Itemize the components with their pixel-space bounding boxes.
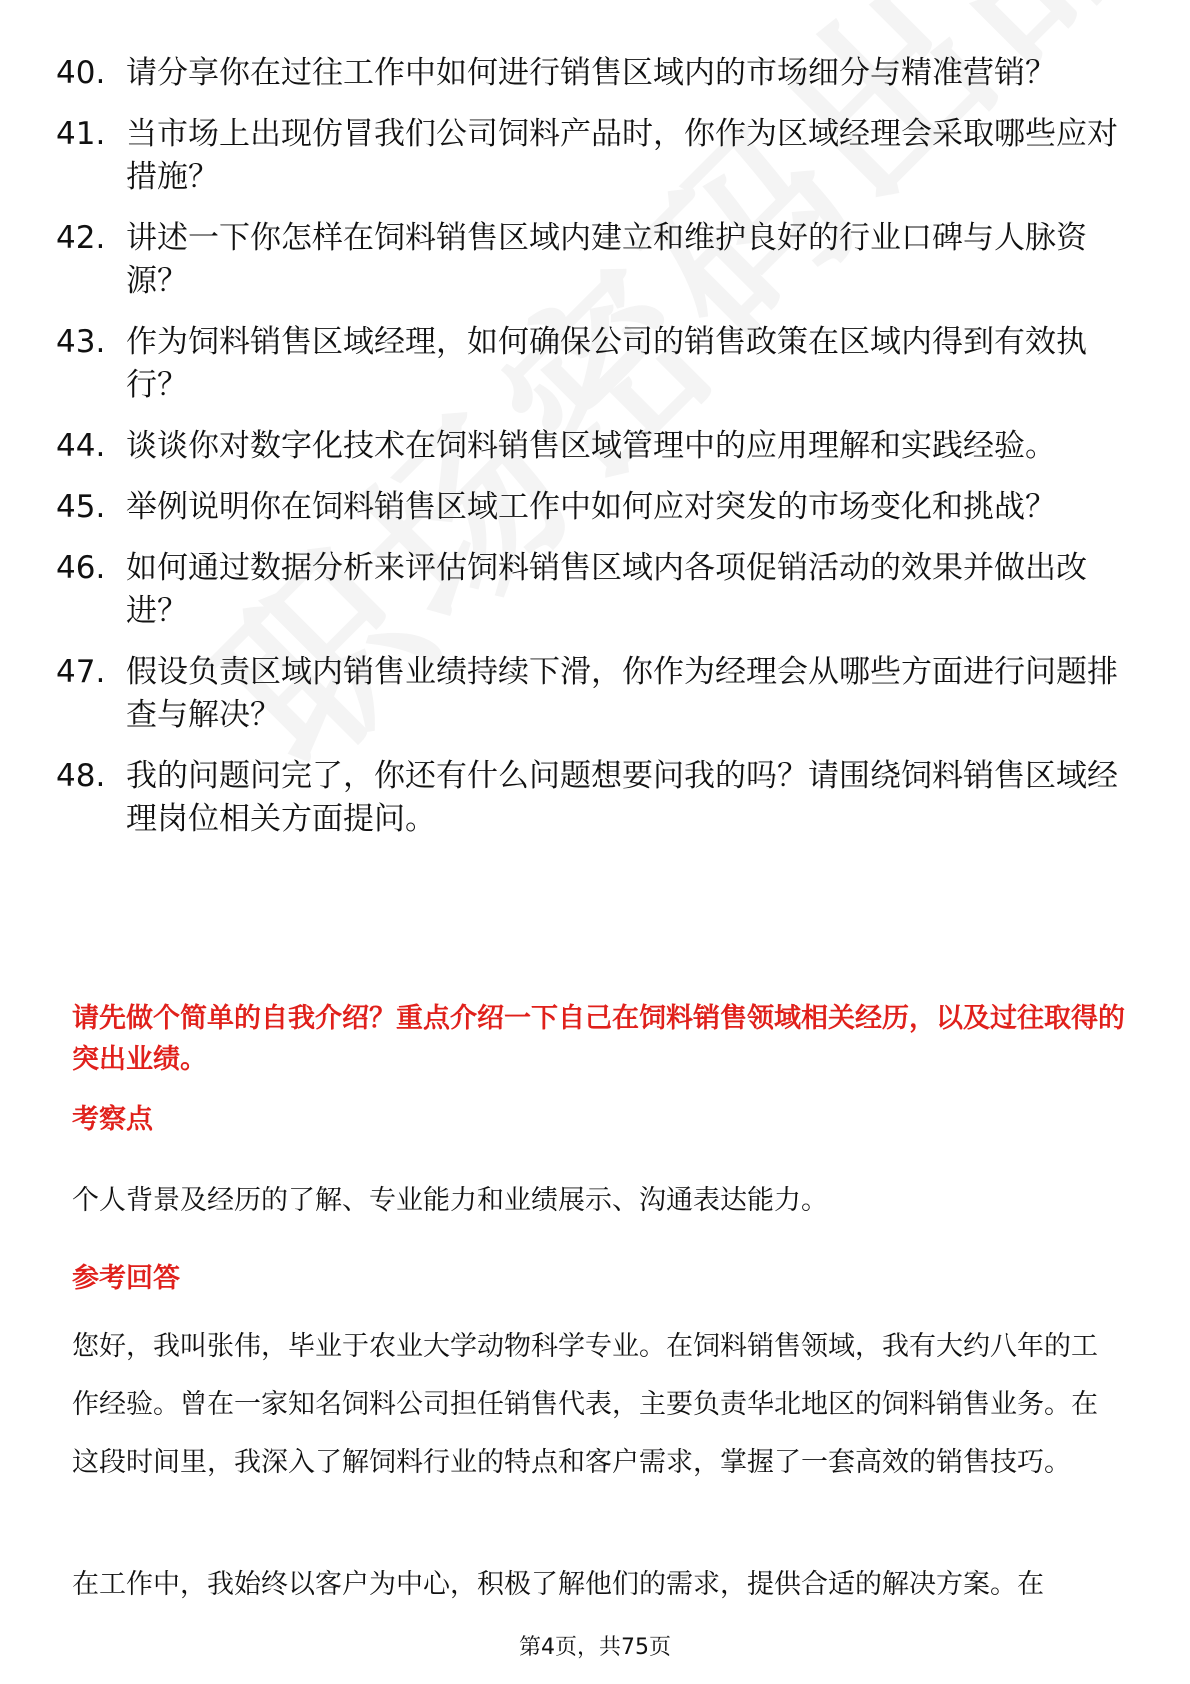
question-text: 如何通过数据分析来评估饲料销售区域内各项促销活动的效果并做出改进？ bbox=[126, 550, 1087, 629]
question-number: 45. bbox=[56, 489, 106, 525]
question-number: 48. bbox=[56, 758, 106, 794]
list-item bbox=[56, 651, 1136, 737]
question-text: 讲述一下你怎样在饲料销售区域内建立和维护良好的行业口碑与人脉资源？ bbox=[126, 220, 1087, 299]
list-item bbox=[56, 547, 1136, 633]
question-number: 41. bbox=[56, 116, 106, 152]
answer-heading: 参考回答 bbox=[72, 1263, 180, 1294]
list-item bbox=[56, 113, 1136, 199]
question-text: 举例说明你在饲料销售区域工作中如何应对突发的市场变化和挑战？ bbox=[126, 489, 1056, 525]
focus-heading: 考察点 bbox=[72, 1104, 153, 1135]
question-number: 44. bbox=[56, 428, 106, 464]
question-number: 46. bbox=[56, 550, 106, 586]
question-number: 40. bbox=[56, 55, 106, 91]
question-text: 请分享你在过往工作中如何进行销售区域内的市场细分与精准营销？ bbox=[126, 55, 1056, 91]
question-number: 42. bbox=[56, 220, 106, 256]
focus-text: 个人背景及经历的了解、专业能力和业绩展示、沟通表达能力。 bbox=[72, 1185, 828, 1216]
list-item bbox=[56, 217, 1136, 303]
question-text: 谈谈你对数字化技术在饲料销售区域管理中的应用理解和实践经验。 bbox=[126, 428, 1056, 464]
question-text: 当市场上出现仿冒我们公司饲料产品时，你作为区域经理会采取哪些应对措施？ bbox=[126, 116, 1118, 195]
answer-paragraph: 在工作中，我始终以客户为中心，积极了解他们的需求，提供合适的解决方案。在 bbox=[72, 1569, 1044, 1600]
featured-question: 请先做个简单的自我介绍？重点介绍一下自己在饲料销售领域相关经历，以及过往取得的突出业绩。 bbox=[72, 1003, 1125, 1075]
answer-paragraph: 您好，我叫张伟，毕业于农业大学动物科学专业。在饲料销售领域，我有大约八年的工作经验。曾在一家知名饲料公司担任销售代表，主要负责华北地区的饲料销售业务。在这段时间里，我深入了解饲料行业的特点和客户需求，掌握了一套高效的销售技巧。 bbox=[72, 1331, 1098, 1478]
list-item bbox=[56, 486, 1136, 529]
page-footer: 第4页，共75页 bbox=[519, 1635, 671, 1660]
question-number: 47. bbox=[56, 654, 106, 690]
question-number: 43. bbox=[56, 324, 106, 360]
list-item bbox=[56, 321, 1136, 407]
question-text: 我的问题问完了，你还有什么问题想要问我的吗？请围绕饲料销售区域经理岗位相关方面提问。 bbox=[126, 758, 1118, 837]
list-item bbox=[56, 52, 1136, 95]
question-list bbox=[56, 52, 1136, 859]
list-item bbox=[56, 755, 1136, 841]
question-text: 假设负责区域内销售业绩持续下滑，你作为经理会从哪些方面进行问题排查与解决？ bbox=[126, 654, 1118, 733]
question-text: 作为饲料销售区域经理，如何确保公司的销售政策在区域内得到有效执行？ bbox=[126, 324, 1087, 403]
list-item bbox=[56, 425, 1136, 468]
